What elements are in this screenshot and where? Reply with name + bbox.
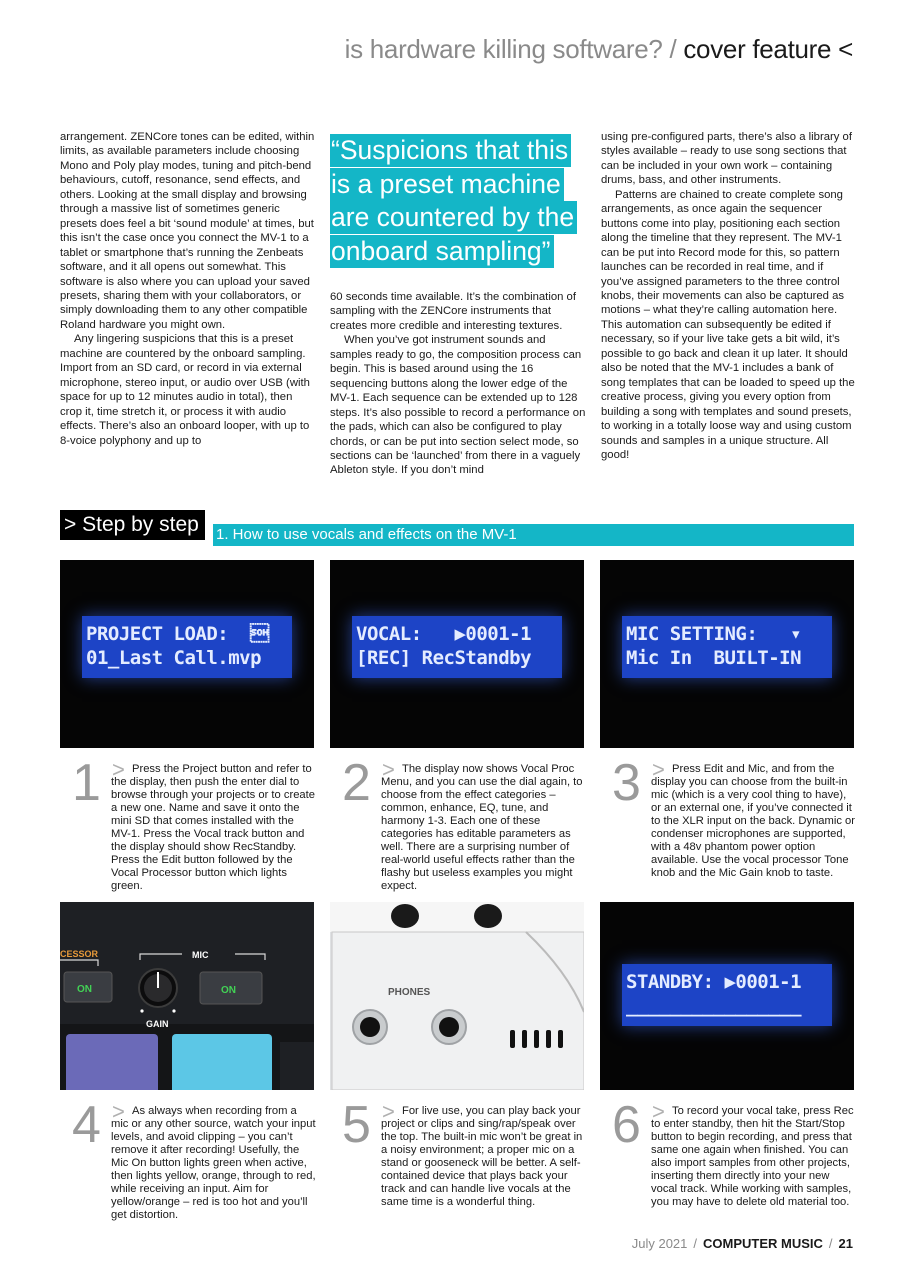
pull-quote [330,134,586,268]
article-column-2 [330,290,586,478]
step-text: To record your vocal take, press Rec to enter standby, then hit the Start/Stop button to begin recording, and press that same one again when finished. You can also import samples from other projects, inserting them directly into your new vocal track. While working with samples, you may have to delete old material too. [651,1105,854,1208]
page-footer [632,1236,853,1251]
page-number: 21 [838,1236,853,1251]
photo-phones-jack [330,902,584,1090]
step-text: The display now shows Vocal Proc Menu, and you can use the dial again, to choose from the effect categories – common, enhance, EQ, tune, and harmony 1-3. Each one of these categories has editable parameters as well. There are a surprising number of real-world useful effects rather than the flashy but useless examples you might expect. [381,763,583,892]
lcd-line-2: 01_Last Call.mvp [86,647,262,669]
phones-label: PHONES [388,987,431,998]
step-caret: > [382,757,395,782]
lcd-line-1: VOCAL: ▶0001-1 [356,623,532,645]
footer-separator: / [693,1236,698,1251]
step-number: 5 [342,1096,371,1154]
photo-mic-setting-display [600,560,854,748]
magazine-name: COMPUTER MUSIC [703,1236,823,1251]
mic-label: MIC [192,950,209,960]
lcd-line-2: Mic In BUILT-IN [626,647,802,669]
step-3 [600,754,856,880]
paragraph: Patterns are chained to create complete song arrangements, as once again the sequencer buttons come into play, positioning each section along the timeline that they represent. The MV-1 can be put into Record mode for this, so pattern launches can be recorded in real time, and if you’ve assigned parameters to the three control knobs, their movements can also be captured as motions – what they’re calling automation here. This automation can subsequently be edited if necessary, so if your live take gets a bit wild, it’s possible to go back and clean it up later. It should also be noted that the MV-1 includes a bank of song templates that can be loaded to speed up the creative process, giving you every option from building a song with templates and sound presets, to working in a totally loose way and using custom sounds and samples in a unique structure. All good! [601,188,855,461]
photo-project-load-display [60,560,314,748]
footer-separator: / [828,1236,833,1251]
step-4 [60,1096,316,1222]
paragraph: using pre-configured parts, there’s also a library of styles available – ready to use song sections that can be included in your own work – containing drums, bass, and other instruments. [601,131,852,187]
lcd-line-2: [REC] RecStandby [356,647,532,669]
running-header [345,34,853,65]
photo-standby-display [600,902,854,1090]
step-text: As always when recording from a mic or any other source, watch your input levels, and avoid clipping – you can’t remove it after recording! Usefully, the Mic On button lights green when active, then lights yellow, orange, through to red, while receiving an input. Aim for yellow/orange – red is too hot and you’ll get distortion. [111,1105,316,1221]
paragraph: arrangement. ZENCore tones can be edited, within limits, as available parameters include choosing Mono and Poly play modes, tuning and pitch-bend behaviours, cutoff, resonance, send effects, and others. Looking at the small display and browsing through a massive list of sometimes generic presets does feel a bit ‘sound module’ at times, but this isn’t the case once you connect the MV-1 to a tablet or smartphone that’s running the Zenbeats software, and it all opens out somewhat. This software is also where you can upload your saved presets, sharing them with your collaborators, or simply downloading them to any other compatible Roland hardware you might own. [60,131,315,331]
on-button-left: ON [77,984,92,995]
lcd-line-1: MIC SETTING: ▾ [626,623,802,645]
lcd-screen [622,964,832,1026]
phones-illustration [330,902,584,1090]
lcd-screen [352,616,562,678]
step-number: 3 [612,754,641,812]
pad [66,1034,158,1090]
pull-quote-text: “Suspicions that this is a preset machine are countered by the onboard sampling” [330,134,577,268]
step-text: Press Edit and Mic, and from the display you can choose from the built-in mic (which is a very cool thing to have), or an external one, if you’ve connected it to the XLR input on the back. Dynamic or condenser microphones are supported, with a 48v phantom power option available. Use the vocal processor Tone knob and the Mic Gain knob to taste. [651,763,855,879]
mic-panel-illustration [60,902,314,1090]
on-button-right: ON [221,985,236,996]
step-text: For live use, you can play back your project or clips and sing/rap/speak over the top. The built-in mic won’t be great in a noisy environment; a proper mic on a stand or gooseneck will be better. A self-contained device that plays back your track and can handle live vocals at the same time is a wonderful thing. [381,1105,583,1208]
step-caret: > [652,757,665,782]
article-column-1 [60,130,316,448]
gain-label: GAIN [146,1019,169,1029]
step-by-step-label: > Step by step [60,510,205,540]
header-section: cover feature < [683,34,853,64]
paragraph: 60 seconds time available. It’s the combination of sampling with the ZENCore instruments that creates more credible and interesting textures. [330,291,576,332]
lcd-line-2: ________________ [626,995,802,1017]
paragraph: When you’ve got instrument sounds and samples ready to go, the composition process can begin. This is based around using the 16 sequencing buttons along the lower edge of the MV-1. Each sequence can be extended up to 128 steps. It’s also possible to record a performance on the pads, which can also be configured to play chords, or can be put into section select mode, so sections can be ‘launched’ from there in a vaguely Ableton style. If you don’t mind [330,334,586,477]
lcd-line-1: PROJECT LOAD:  [86,623,269,645]
step-caret: > [652,1099,665,1124]
step-5 [330,1096,586,1209]
photo-vocal-display [330,560,584,748]
step-caret: > [112,757,125,782]
step-number: 1 [72,754,101,812]
step-number: 2 [342,754,371,812]
pad [172,1034,272,1090]
paragraph: Any lingering suspicions that this is a preset machine are countered by the onboard sampling. Import from an SD card, or record in via external microphone, stereo input, or audio over USB (with space for up to 12 minutes audio in total), then crop it, time stretch it, or process it with audio effects. There’s also an onboard looper, with up to 8-voice polyphony and up to [60,333,310,447]
step-by-step-title-bar: 1. How to use vocals and effects on the MV-1 [213,524,854,546]
lcd-screen [622,616,832,678]
photo-mic-panel [60,902,314,1090]
step-2 [330,754,586,893]
lcd-screen [82,616,292,678]
article-column-3 [601,130,857,462]
step-6 [600,1096,856,1209]
step-caret: > [112,1099,125,1124]
step-1 [60,754,316,893]
step-number: 6 [612,1096,641,1154]
processor-label: CESSOR [60,949,99,959]
step-caret: > [382,1099,395,1124]
lcd-line-1: STANDBY: ▶0001-1 [626,971,802,993]
step-text: Press the Project button and refer to the display, then push the enter dial to browse through your projects or to create a new one. Name and save it onto the mini SD that comes installed with the MV-1. Press the Vocal track button and the display should show RecStandby. Press the Edit button followed by the Vocal Processor button which lights green. [111,763,315,892]
header-topic: is hardware killing software? / [344,34,677,64]
issue-date: July 2021 [631,1236,688,1251]
step-number: 4 [72,1096,101,1154]
